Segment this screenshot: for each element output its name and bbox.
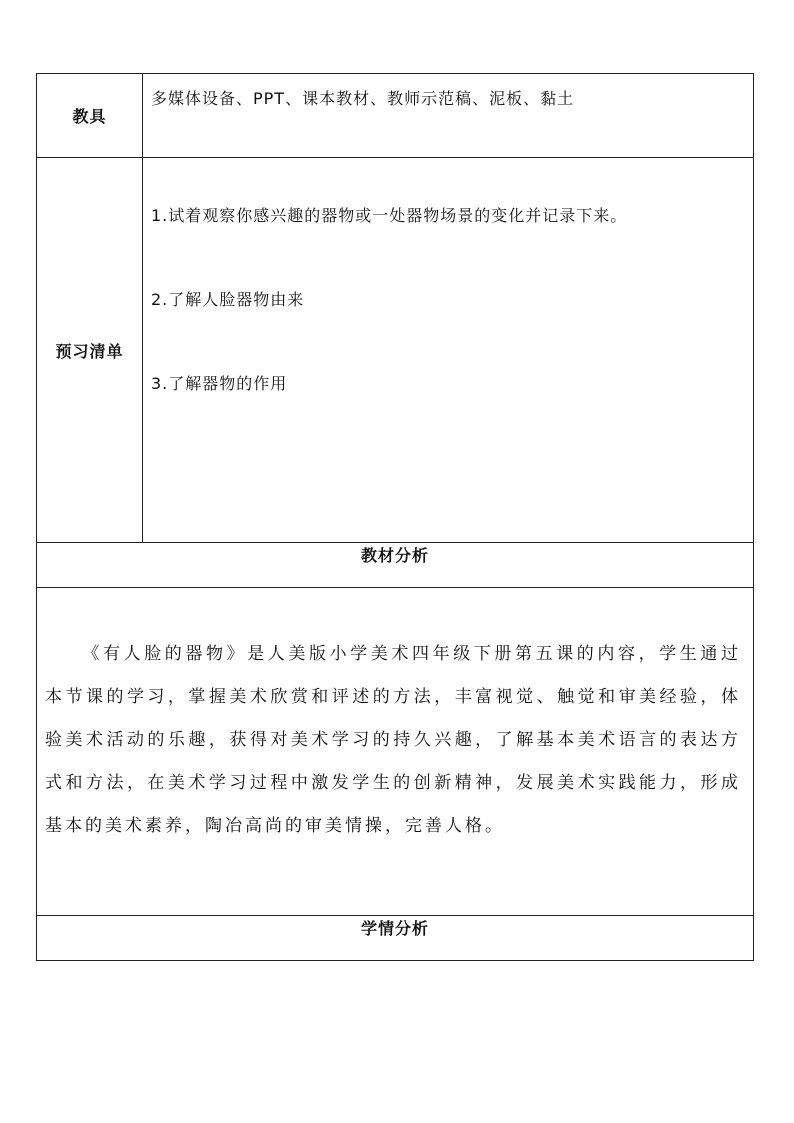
preview-item-1: 1.试着观察你感兴趣的器物或一处器物场景的变化并记录下来。 <box>151 206 628 225</box>
preview-item-3: 3.了解器物的作用 <box>151 374 288 393</box>
textbook-analysis-cell <box>37 588 754 916</box>
learner-analysis-heading: 学情分析 <box>37 916 754 961</box>
learner-analysis-heading-row <box>37 916 754 961</box>
preview-item-2: 2.了解人脸器物由来 <box>151 290 305 309</box>
textbook-analysis-content: 《有人脸的器物》是人美版小学美术四年级下册第五课的内容，学生通过本节课的学习，掌握美术欣赏和评述的方法，丰富视觉、触觉和审美经验，体验美术活动的乐趣，获得对美术学习的持久兴趣，了解基本美术语言的表达方式和方法，在美术学习过程中激发学生的创新精神，发展美术实践能力，形成基本的美术素养，陶冶高尚的审美情操，完善人格。 <box>45 644 741 836</box>
tools-cell <box>143 74 754 158</box>
textbook-analysis-row <box>37 588 754 916</box>
preview-label: 预习清单 <box>37 158 143 543</box>
tools-row <box>37 74 754 158</box>
preview-list <box>143 158 753 394</box>
preview-row <box>37 158 754 543</box>
tools-label: 教具 <box>37 74 143 158</box>
preview-cell <box>143 158 754 543</box>
textbook-analysis-heading-row <box>37 543 754 588</box>
tools-content: 多媒体设备、PPT、课本教材、教师示范稿、泥板、黏土 <box>151 89 575 108</box>
lesson-plan-table <box>36 73 754 961</box>
textbook-analysis-heading: 教材分析 <box>37 543 754 588</box>
